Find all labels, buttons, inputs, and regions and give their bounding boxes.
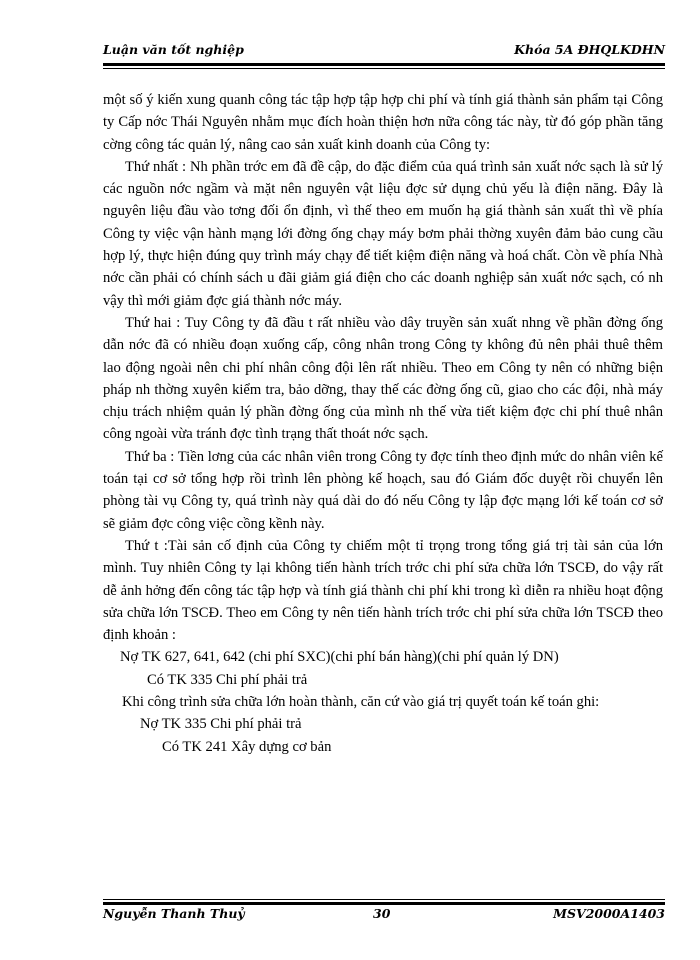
footer-page-number: 30	[373, 906, 391, 921]
footer-rule-thick	[103, 902, 665, 905]
footer-student-id: MSV2000A1403	[553, 906, 665, 921]
paragraph-fourth: Thứ t :Tài sản cố định của Công ty chiếm một tỉ trọng trong tổng giá trị tài sản của lớn mình. Tuy nhiên Công ty lại không tiến hành trích trớc chi phí sửa chữa lớn TSCĐ, do vậy rất dễ ảnh hởng đến công tác tập hợp và tính giá thành chi phí khi trong kì diễn ra nhiều hoạt động sửa chữa lớn TSCĐ. Theo em Công ty nên tiến hành trích trớc chi phí sửa chữa lớn TSCĐ theo định khoản :	[103, 537, 663, 644]
paragraph-first: Thứ nhất : Nh phần trớc em đã đề cập, do đặc điểm của quá trình sản xuất nớc sạch là sử lý các nguồn nớc ngầm và mặt nên nguyên vật liệu đợc sử dụng chủ yếu là điện năng. Đây là nguyên liệu đầu vào tơng đối ổn định, vì thế theo em muốn hạ giá thành sản xuất thì về phía Công ty việc vận hành mạng lới đờng ống chạy máy bơm phải thờng xuyên đảm bảo cung cầu hợp lý, thực hiện đúng quy trình máy chạy để tiết kiệm điện năng và hoá chất. Còn về phía Nhà nớc cần phải có chính sách u đãi giảm giá điện cho các doanh nghiệp sản xuất nớc sạch, có nh vậy thì mới giảm đợc giá thành nớc máy.	[103, 158, 663, 309]
header-rule-thin	[103, 68, 665, 69]
journal-entry-credit-2: Có TK 241 Xây dựng cơ bản	[162, 738, 332, 755]
paragraph-second: Thứ hai : Tuy Công ty đã đầu t rất nhiều vào dây truyền sản xuất nhng về phần đờng ống dẫn nớc đã có nhiều đoạn xuống cấp, công nhân trong Công ty không đủ nên phải thuê thêm lao động ngoài nên chi phí nhân công đội lên rất nhiều. Theo em Công ty nên có những biện pháp nh thờng xuyên kiểm tra, bảo dỡng, thay thế các đờng ống cũ, giao cho các đội, nhà máy chịu trách nhiệm quản lý phần đờng ống của mình nh thế vừa tiết kiệm đợc chi phí thuê nhân công ngoài vừa tránh đợc tình trạng thất thoát nớc sạch.	[103, 314, 663, 443]
header-class: Khóa 5A ĐHQLKDHN	[514, 42, 665, 57]
header-title: Luận văn tốt nghiệp	[103, 42, 244, 57]
document-body	[103, 89, 663, 758]
footer-author: Nguyễn Thanh Thuỷ	[103, 906, 245, 921]
journal-entry-debit-1: Nợ TK 627, 641, 642 (chi phí SXC)(chi phí bán hàng)(chi phí quản lý DN)	[120, 649, 559, 666]
paragraph-intro: một số ý kiến xung quanh công tác tập hợp tập hợp chi phí và tính giá thành sản phẩm tại Công ty Cấp nớc Thái Nguyên nhằm mục đích hoàn thiện hơn nữa công tác này, từ đó góp phần tăng cờng công tác quản lý, nâng cao sản xuất kinh doanh của Công ty:	[103, 92, 663, 153]
page-footer	[103, 906, 665, 926]
header-rule-thick	[103, 63, 665, 66]
journal-entry-debit-2: Nợ TK 335 Chi phí phải trả	[140, 716, 302, 733]
page-header	[103, 40, 665, 64]
journal-entry-note: Khi công trình sửa chữa lớn hoàn thành, căn cứ vào giá trị quyết toán kế toán ghi:	[122, 694, 600, 711]
footer-rule-thin	[103, 899, 665, 900]
paragraph-third: Thứ ba : Tiền lơng của các nhân viên trong Công ty đợc tính theo định mức do nhân viên kế toán tại cơ sở tổng hợp rồi trình lên phòng kế hoạch, sau đó Giám đốc duyệt rồi chuyển lên phòng tài vụ Công ty, quá trình này quá dài do đó nếu Công ty lập đợc mạng lới kế toán cơ sở sẽ giảm đợc công việc cồng kềnh này.	[103, 448, 663, 532]
journal-entry-credit-1: Có TK 335 Chi phí phải trả	[147, 671, 308, 688]
